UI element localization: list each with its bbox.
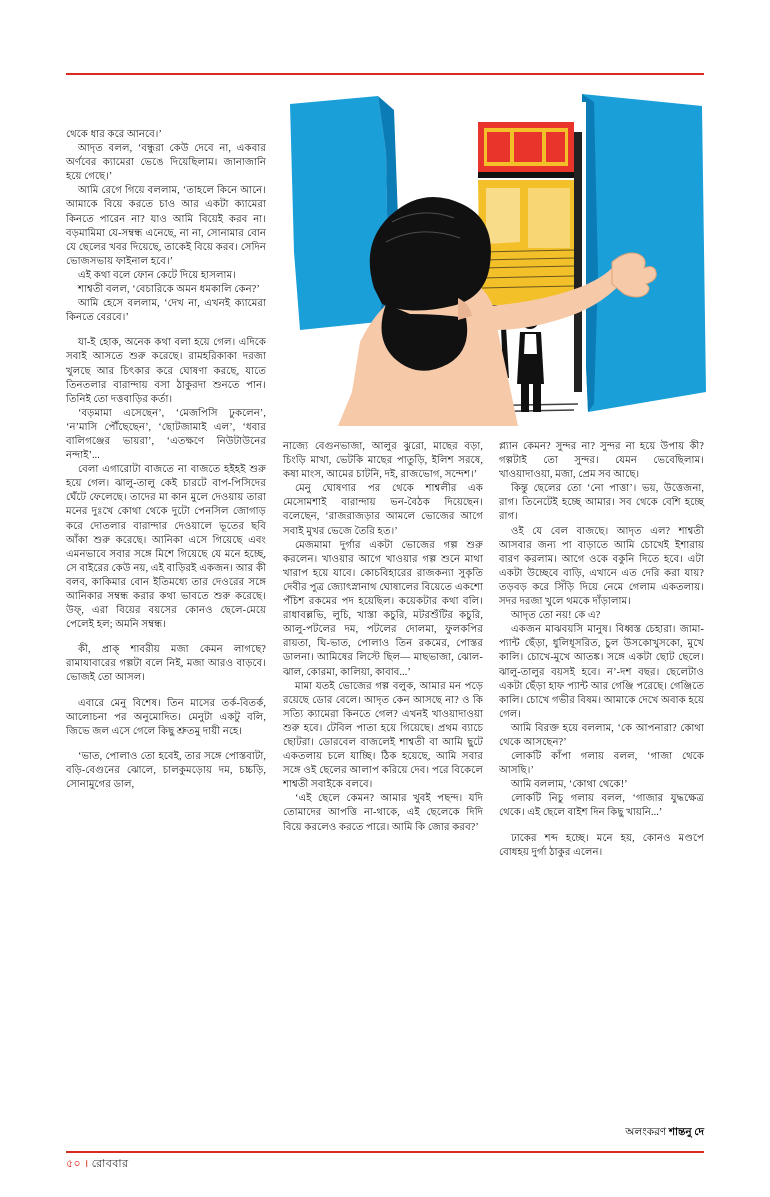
top-rule (66, 73, 704, 75)
folio-number: ৫০ (66, 1158, 82, 1170)
paragraph: এবারে মেনু বিশেষ। তিন মাসের তর্ক-বিতর্ক, আলোচনা পর অনুমোদিত। মেনুটা একটু বলি, জিভে জল এসে গেলে কিছু শ্রুতমু দায়ী নহে। (66, 697, 266, 737)
paragraph: আমি রেগে গিয়ে বললাম, ‘তাহলে কিনে আনে। আমাকে বিয়ে করতে চাও আর একটা ক্যামেরা কিনতে পারেন না? যাও আমি বিয়েই করব না। বড়মামিমা যে-সম্বন্ধ এনেছে, না না, সোনামার বোন যে ছেলের খবর দিয়েছে, তাকেই বিয়ে করব। সেদিন ভোজসভায় ফাইনাল হবে।’ (66, 185, 266, 267)
paragraph: লোকটি কাঁপা গলায় বলল, ‘গাজা থেকে আসছি।’ (499, 751, 704, 777)
paragraph: মেজমামা দুর্গার একটা ভোজের গল্প শুরু করলেন। খাওয়ার আগে খাওয়ার গল্প শুনে মাথা খারাপ হয়ে যাবে। কোচবিহারের রাজকন্যা সুকৃতি দেবীর পুত্র জ্যোৎস্নানাথ ঘোষালের বিয়েতে একশো পঁচিশ রকমের পদ হয়েছিল। কয়েকটার কথা বলি। রাধাবল্লভি, লুচি, খাস্তা কচুরি, মটরশুঁটির কচুরি, আলু-পটলের দম, পটলের দোলমা, ফুলকপির রায়তা, ঘি-ভাত, পোলাও তিন রকমের, পোস্তর ডালনা। আমিষের লিস্টে ছিল— মাছভাজা, ঝোল-ঝাল, কোরমা, কালিয়া, কাবাব...’ (283, 539, 483, 678)
paragraph: একজন মাঝবয়সি মানুষ। বিধ্বস্ত চেহারা। জামা-প্যান্ট ছেঁড়া, ধুলিধূসরিত, চুল উসকোখুসকো, মুখে কালি। চোখে-মুখে আতঙ্ক। সঙ্গে একটা ছোট ছেলে। ঝালু-তালুর বয়সই হবে। ন’-দশ বছর। ছেলেটাও একটা ছেঁড়া হাফ প্যান্ট আর গেঞ্জি পরেছে। গেঞ্জিতে কালি। চোখে গভীর বিষম। আমাকে দেখে অবাক হয়ে গেল। (499, 624, 704, 720)
footer-rule (66, 1151, 704, 1153)
paragraph: আমি বিরক্ত হয়ে বললাম, ‘কে আপনারা? কোথা থেকে আসছেন?’ (499, 722, 704, 748)
page-folio (66, 1155, 128, 1174)
illustration (282, 92, 706, 427)
paragraph: আদৃত বলল, ‘বন্ধুরা কেউ দেবে না, একবার অর্ণবের ক্যামেরা ভেঙে দিয়েছিলাম। জানাজানি হয়ে গেছে।’ (66, 143, 266, 183)
paragraph: কী, প্রাক্ শাবরীয় মজা কেমন লাগছে? রামাযাবারের গল্পটা বলে নিই, মজা আরও বাড়বে। ভোজই তো আসল। (66, 644, 266, 684)
paragraph: ঢাকের শব্দ হচ্ছে। মনে হয়, কোনও মণ্ডপে বোধহয় দুর্গা ঠাকুর এলেন। (499, 832, 704, 858)
paragraph: নাজ্যে বেগুনভাজা, আলুর ঝুরো, মাছের বড়া, চিংড়ি মাখা, ভেটকি মাছের পাতুড়ি, ইলিশ সরষে, কষা মাংস, আমের চাটনি, দই, রাজভোগ, সন্দেশ।’ (283, 441, 483, 481)
paragraph: লোকটি নিচু গলায় বলল, ‘গাজার যুদ্ধক্ষেত্র থেকে। এই ছেলে বাইশ দিন কিছু খায়নি...’ (499, 793, 704, 819)
text-column-3 (499, 440, 704, 860)
text-column-2 (283, 440, 483, 835)
paragraph: আদৃত তো নয়! কে এ? (511, 610, 601, 622)
text-column-1 (66, 128, 266, 792)
paragraph: এই কথা বলে ফোন কেটে দিয়ে হাসলাম। (78, 269, 236, 281)
paragraph: যা-ই হোক, অনেক কথা বলা হয়ে গেল। এদিকে সবাই আসতে শুরু করেছে। রামহরিকাকা দরজা খুলছে আর চিৎকার করে ঘোষণা করছে, যাতে তিনতলার বারান্দায় বসা ঠাকুরদা শুনতে পান। তিনিই তো দত্তবাড়ির কর্তা। (66, 337, 266, 405)
paragraph: ওই যে বেল বাজছে। আদৃত এল? শাশ্বতী আসবার জন্য পা বাড়াতে আমি চোখেই ইশারায় বারণ করলাম। আগে ওকে বকুনি দিতে হবে। এটা একটা উচ্ছেবে বাড়ি, এখানে এত দেরি করা যায়? তড়বড় করে সিঁড়ি দিয়ে নেমে গেলাম একতলায়। সদর দরজা খুলে থমকে দাঁড়ালাম। (499, 525, 704, 608)
paragraph: ‘বড়মামা এসেছেন’, ‘মেজপিসি ঢুকলেন’, ‘ন’মাসি পৌঁছেছেন’, ‘ছোটজামাই এল’, ‘ধবার বালিগঞ্জের ভায়রা’, ‘এতক্ষণে নিউটাউনের নন্দাই’... (66, 407, 266, 462)
paragraph: ‘এই ছেলে কেমন? আমার খুবই পছন্দ। যদি তোমাদের আপত্তি না-থাকে, এই ছেলেকে দিদি বিয়ে করলেও করতে পারে। আমি কি জোর করব?’ (283, 793, 483, 833)
paragraph: মামা যতই ভোজের গল্প বলুক, আমার মন পড়ে রয়েছে ডোর বেলে। আদৃত কেন আসছে না? ও কি সত্যি ক্যামেরা কিনতে গেল? এখনই খাওয়াদাওয়া শুরু হবে। টেবিল পাতা হয়ে গিয়েছে। প্রথম ব্যাচে ছোটরা। ডোরবেল বাজলেই শাশ্বতী বা আমি ছুটে একতলায় চলে যাচ্ছি। ঠিক হয়েছে, আমি সবার সঙ্গে ওই ছেলের আলাপ করিয়ে দেব। পরে বিকেলে শাশ্বতী সবাইকে বলবে। (283, 680, 483, 791)
paragraph: আমি বললাম, ‘কোথা থেকে!’ (511, 779, 628, 791)
illustration-credit (499, 1125, 704, 1142)
folio-separator: । (84, 1158, 89, 1170)
paragraph: শাশ্বতী বলল, ‘বেচারিকে অমন ধমকালি কেন?’ (78, 284, 260, 296)
paragraph: কিন্তু ছেলের তো ‘নো পাত্তা’। ভয়, উত্তেজনা, রাগ। তিনেটেই হচ্ছে আমার। সব থেকে বেশি হচ্ছে রাগ। (499, 483, 704, 523)
credit-prefix: অলংকরণ (625, 1127, 667, 1138)
paragraph: প্ল্যান কেমন? সুন্দর না? সুন্দর না হয়ে উপায় কী? গল্পটাই তো সুন্দর। যেমন ভেবেছিলাম। খাওয়াদাওয়া, মজা, প্রেম সব আছে। (499, 441, 704, 481)
paragraph: থেকে ধার করে আনবে।’ (66, 129, 162, 140)
paragraph: মেনু ঘোষণার পর থেকে শাশ্বলীর এক মেসোমশাই বারান্দায় ভন-বৈঠক দিয়েছেন। বলেছেন, ‘রাজরাজড়ার আমলে ভোজের আগে সবাই মুখর ভেজে তৈরি হত।’ (283, 483, 483, 537)
paragraph: বেলা এগারোটা বাজতে না বাজতে হইহই শুরু হয়ে গেল। ঝালু-তালু কেই চারটে বাপ-পিসিদের ঘেঁটে ফেলেছে। তাদের মা কান মুলে দেওয়ায় তারা মনের দুঃখে কোথা থেকে দুটো পেনসিল জোগাড় করে দোতলার বারান্দার দেওয়ালে ভূতের ছবি আঁকা শুরু করেছে। আনিকা এসে গিয়েছে এবং এমনভাবে সবার সঙ্গে মিশে গিয়েছে যে মনে হচ্ছে, সে বাইরের কেউ নয়, এই বাড়িরই একজন। আর কী বলব, কাকিমার বোন ইতিমধ্যে তার দেওরের সঙ্গে আনিকার সম্বন্ধ করার কথা ভাবতে শুরু করেছে। উফ্, এরা বিয়ের বয়সের কোনও ছেলে-মেয়ে পেলেই হল; অমনি সম্বন্ধ। (66, 464, 266, 631)
credit-name: শান্তনু দে (668, 1127, 704, 1138)
folio-title: রোববার (91, 1158, 129, 1170)
paragraph: আমি হেসে বললাম, ‘দেখ না, এখনই ক্যামেরা কিনতে বেরবে।’ (66, 298, 266, 324)
paragraph: ‘ভাত, পোলাও তো হবেই, তার সঙ্গে পোস্তবাটা, বড়ি-বেগুনের ঝোলে, চালকুমড়োয় দম, চচ্চড়ি, সোনামুগের ডাল, (66, 750, 266, 791)
